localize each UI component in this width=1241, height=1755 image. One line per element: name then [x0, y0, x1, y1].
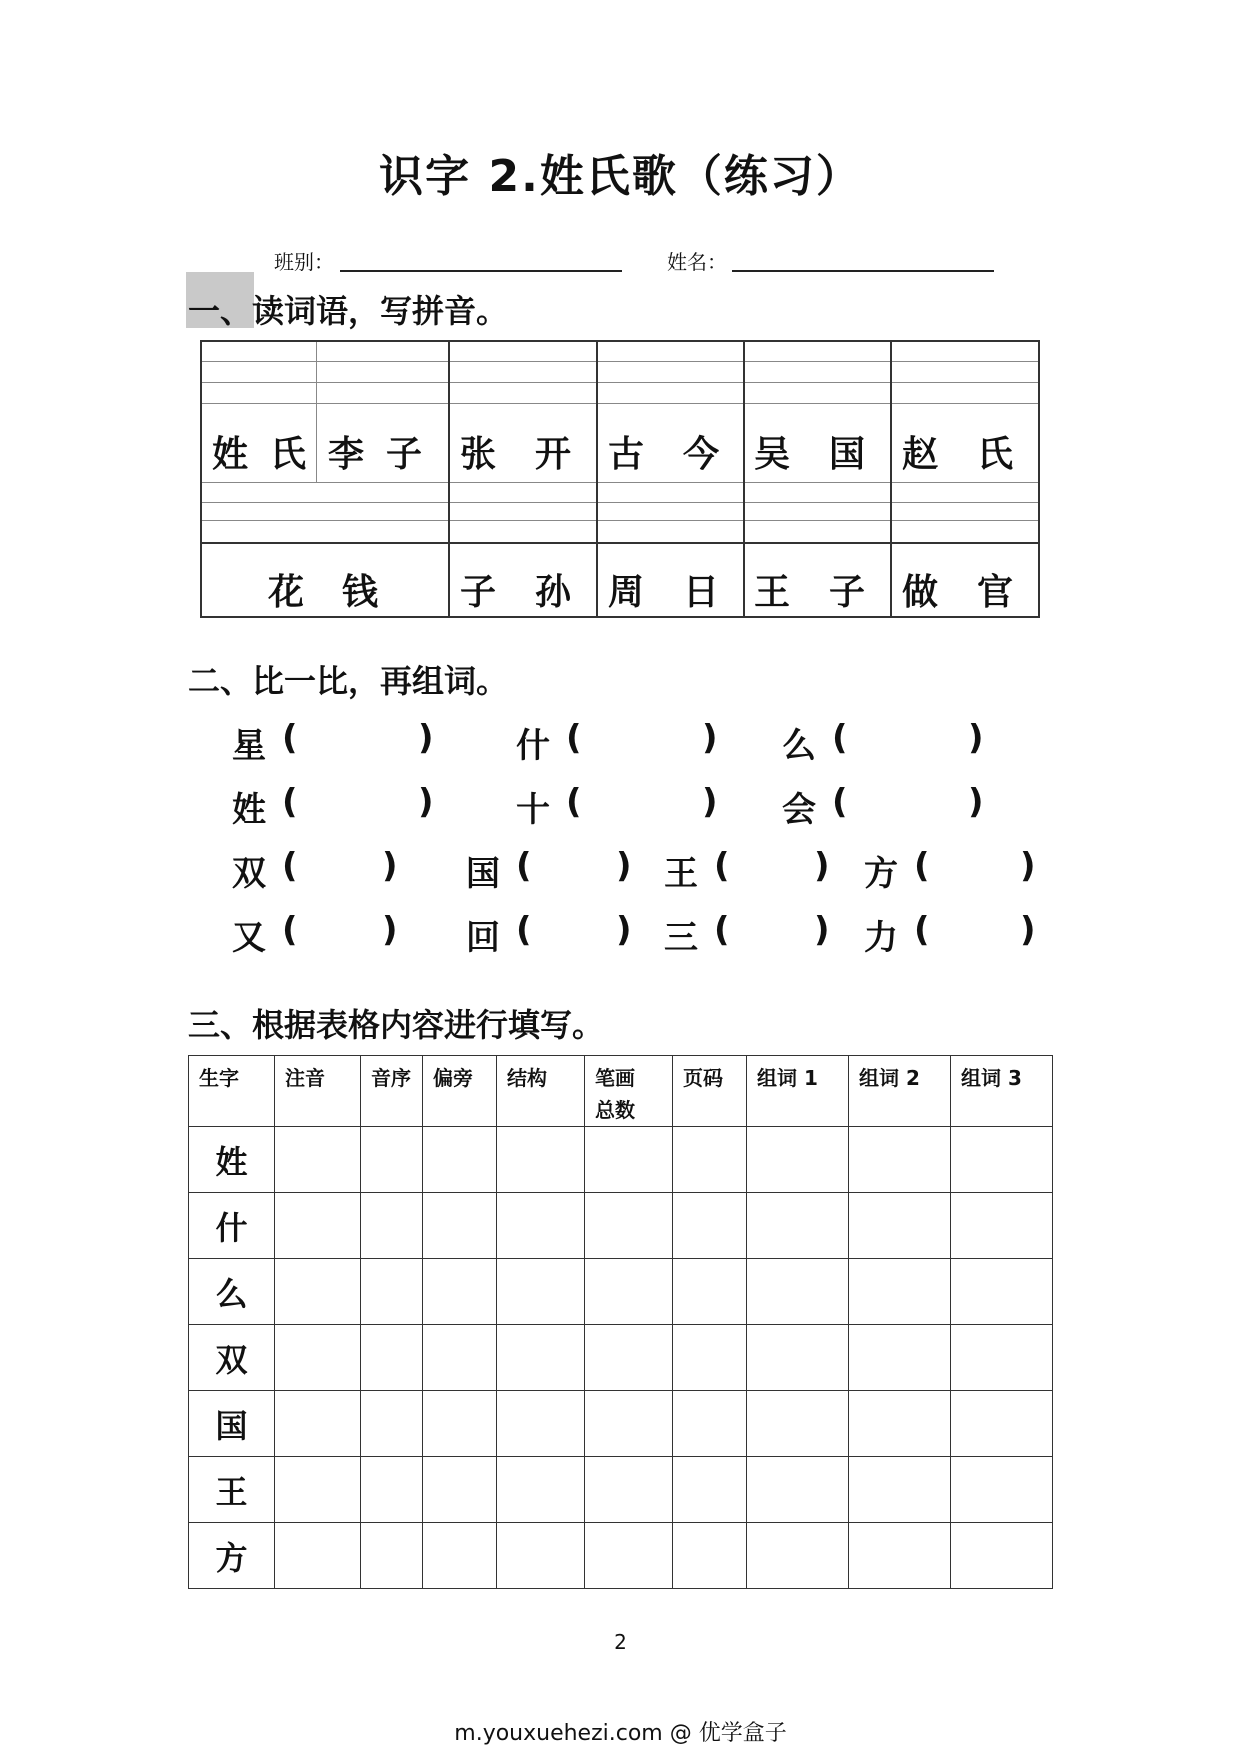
answer-cell[interactable] — [951, 1127, 1053, 1193]
answer-cell[interactable] — [673, 1259, 747, 1325]
table-header-row — [189, 1056, 1053, 1127]
close-paren: ) — [418, 782, 434, 822]
column-header: 组词 2 — [849, 1056, 951, 1127]
answer-cell[interactable] — [497, 1523, 585, 1589]
close-paren: ) — [1020, 910, 1036, 950]
answer-cell[interactable] — [585, 1523, 673, 1589]
table-row — [189, 1523, 1053, 1589]
answer-cell[interactable] — [497, 1259, 585, 1325]
section2-heading: 二、比一比，再组词。 — [188, 662, 509, 700]
open-paren: ( — [914, 846, 930, 886]
close-paren: ) — [702, 782, 718, 822]
word-char: 古 — [608, 434, 645, 475]
open-paren: ( — [282, 718, 298, 758]
answer-cell[interactable] — [423, 1325, 497, 1391]
open-paren: ( — [282, 782, 298, 822]
answer-cell[interactable] — [361, 1259, 423, 1325]
character-cell: 国 — [189, 1391, 275, 1457]
answer-cell[interactable] — [849, 1391, 951, 1457]
word-char: 子 — [386, 434, 423, 475]
table-row — [189, 1457, 1053, 1523]
answer-cell[interactable] — [673, 1457, 747, 1523]
compare-char: 三 — [664, 918, 698, 958]
class-field[interactable] — [340, 270, 622, 272]
close-paren: ) — [702, 718, 718, 758]
answer-cell[interactable] — [849, 1325, 951, 1391]
answer-cell[interactable] — [951, 1259, 1053, 1325]
compare-char: 会 — [782, 790, 816, 830]
answer-cell[interactable] — [497, 1325, 585, 1391]
compare-char: 什 — [516, 726, 550, 766]
word-char: 国 — [829, 434, 866, 475]
section1-number: 一、 — [188, 292, 253, 330]
word-char: 钱 — [342, 572, 379, 613]
character-cell: 什 — [189, 1193, 275, 1259]
answer-cell[interactable] — [673, 1325, 747, 1391]
answer-cell[interactable] — [747, 1457, 849, 1523]
close-paren: ) — [814, 846, 830, 886]
footer-source: m.youxuehezi.com @ 优学盒子 — [454, 1721, 787, 1746]
answer-cell[interactable] — [585, 1325, 673, 1391]
table-row — [189, 1259, 1053, 1325]
close-paren: ) — [382, 846, 398, 886]
answer-cell[interactable] — [275, 1127, 361, 1193]
column-header: 结构 — [497, 1056, 585, 1127]
compare-char: 姓 — [232, 790, 266, 830]
word-char: 做 — [902, 572, 939, 613]
word-char: 赵 — [902, 434, 939, 475]
answer-cell[interactable] — [275, 1457, 361, 1523]
section3-heading: 三、根据表格内容进行填写。 — [188, 1006, 605, 1044]
answer-cell[interactable] — [585, 1259, 673, 1325]
open-paren: ( — [282, 910, 298, 950]
answer-cell[interactable] — [275, 1325, 361, 1391]
close-paren: ) — [814, 910, 830, 950]
answer-cell[interactable] — [423, 1523, 497, 1589]
answer-cell[interactable] — [361, 1391, 423, 1457]
name-label: 姓名： — [667, 250, 727, 274]
column-header: 组词 3 — [951, 1056, 1053, 1127]
answer-cell[interactable] — [951, 1325, 1053, 1391]
word-char: 氏 — [270, 434, 307, 475]
compare-char: 力 — [864, 918, 898, 958]
answer-cell[interactable] — [423, 1391, 497, 1457]
answer-cell[interactable] — [747, 1523, 849, 1589]
open-paren: ( — [566, 718, 582, 758]
open-paren: ( — [714, 910, 730, 950]
word-char: 花 — [268, 572, 305, 613]
word-char: 张 — [460, 434, 497, 475]
answer-cell[interactable] — [585, 1391, 673, 1457]
character-cell: 么 — [189, 1259, 275, 1325]
compare-char: 王 — [664, 854, 698, 894]
answer-cell[interactable] — [497, 1457, 585, 1523]
answer-cell[interactable] — [497, 1193, 585, 1259]
answer-cell[interactable] — [673, 1391, 747, 1457]
answer-cell[interactable] — [951, 1193, 1053, 1259]
word-char: 王 — [754, 572, 791, 613]
answer-cell[interactable] — [585, 1193, 673, 1259]
answer-cell[interactable] — [275, 1193, 361, 1259]
class-label: 班别： — [274, 250, 334, 274]
answer-cell[interactable] — [849, 1259, 951, 1325]
section1-text: 读词语，写拼音。 — [252, 292, 509, 330]
table-row — [189, 1193, 1053, 1259]
character-cell: 姓 — [189, 1127, 275, 1193]
column-header: 笔画总数 — [585, 1056, 673, 1127]
open-paren: ( — [516, 910, 532, 950]
answer-cell[interactable] — [361, 1325, 423, 1391]
answer-cell[interactable] — [497, 1391, 585, 1457]
close-paren: ) — [382, 910, 398, 950]
answer-cell[interactable] — [747, 1259, 849, 1325]
column-header: 页码 — [673, 1056, 747, 1127]
character-cell: 双 — [189, 1325, 275, 1391]
answer-cell[interactable] — [361, 1457, 423, 1523]
column-header: 生字 — [189, 1056, 275, 1127]
answer-cell[interactable] — [951, 1523, 1053, 1589]
open-paren: ( — [714, 846, 730, 886]
answer-cell[interactable] — [361, 1127, 423, 1193]
answer-cell[interactable] — [951, 1391, 1053, 1457]
answer-cell[interactable] — [849, 1127, 951, 1193]
column-header: 偏旁 — [423, 1056, 497, 1127]
close-paren: ) — [968, 718, 984, 758]
compare-char: 又 — [232, 918, 266, 958]
column-header: 注音 — [275, 1056, 361, 1127]
answer-cell[interactable] — [673, 1523, 747, 1589]
word-char: 子 — [460, 572, 497, 613]
answer-cell[interactable] — [423, 1259, 497, 1325]
column-header: 组词 1 — [747, 1056, 849, 1127]
compare-char: 回 — [466, 918, 500, 958]
word-char: 吴 — [754, 434, 791, 475]
answer-cell[interactable] — [673, 1193, 747, 1259]
close-paren: ) — [616, 846, 632, 886]
answer-cell[interactable] — [497, 1127, 585, 1193]
page-number: 2 — [614, 1630, 627, 1654]
open-paren: ( — [832, 718, 848, 758]
open-paren: ( — [516, 846, 532, 886]
word-char: 子 — [829, 572, 866, 613]
word-char: 孙 — [535, 572, 572, 613]
word-char: 日 — [683, 572, 720, 613]
table-row — [189, 1391, 1053, 1457]
close-paren: ) — [968, 782, 984, 822]
answer-cell[interactable] — [849, 1457, 951, 1523]
open-paren: ( — [282, 846, 298, 886]
answer-cell[interactable] — [275, 1259, 361, 1325]
compare-char: 国 — [466, 854, 500, 894]
answer-cell[interactable] — [585, 1127, 673, 1193]
word-char: 开 — [535, 434, 572, 475]
compare-char: 十 — [516, 790, 550, 830]
open-paren: ( — [914, 910, 930, 950]
word-char: 今 — [683, 434, 720, 475]
page-title: 识字 2.姓氏歌（练习） — [379, 151, 862, 202]
compare-char: 双 — [232, 854, 266, 894]
close-paren: ) — [1020, 846, 1036, 886]
answer-cell[interactable] — [849, 1193, 951, 1259]
word-char: 氏 — [977, 434, 1014, 475]
close-paren: ) — [418, 718, 434, 758]
answer-cell[interactable] — [275, 1391, 361, 1457]
answer-cell[interactable] — [951, 1457, 1053, 1523]
compare-char: 星 — [232, 726, 266, 766]
word-char: 姓 — [212, 434, 249, 475]
answer-cell[interactable] — [673, 1127, 747, 1193]
word-char: 周 — [608, 572, 645, 613]
table-row — [189, 1127, 1053, 1193]
answer-cell[interactable] — [423, 1127, 497, 1193]
table-row — [189, 1325, 1053, 1391]
answer-cell[interactable] — [423, 1193, 497, 1259]
character-cell: 王 — [189, 1457, 275, 1523]
name-field[interactable] — [732, 270, 994, 272]
answer-cell[interactable] — [585, 1457, 673, 1523]
close-paren: ) — [616, 910, 632, 950]
answer-cell[interactable] — [275, 1523, 361, 1589]
answer-cell[interactable] — [361, 1193, 423, 1259]
column-header: 音序 — [361, 1056, 423, 1127]
answer-cell[interactable] — [747, 1391, 849, 1457]
answer-cell[interactable] — [747, 1127, 849, 1193]
compare-char: 么 — [782, 726, 816, 766]
word-char: 李 — [328, 434, 365, 475]
pinyin-table — [200, 340, 1040, 618]
character-cell: 方 — [189, 1523, 275, 1589]
answer-cell[interactable] — [361, 1523, 423, 1589]
open-paren: ( — [566, 782, 582, 822]
open-paren: ( — [832, 782, 848, 822]
answer-cell[interactable] — [747, 1193, 849, 1259]
compare-char: 方 — [864, 854, 898, 894]
section1-heading — [188, 286, 508, 332]
answer-cell[interactable] — [849, 1523, 951, 1589]
answer-cell[interactable] — [423, 1457, 497, 1523]
word-char: 官 — [977, 572, 1014, 613]
answer-cell[interactable] — [747, 1325, 849, 1391]
character-table — [188, 1055, 1053, 1589]
